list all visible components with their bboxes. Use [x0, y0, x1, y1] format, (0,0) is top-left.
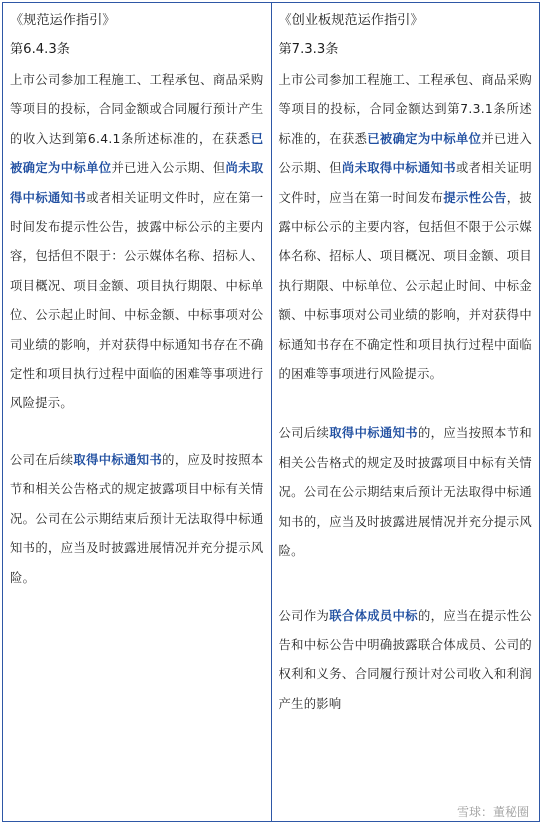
text-segment: 并已进入公示期、但 — [111, 161, 226, 176]
highlighted-term: 取得中标通知书 — [73, 452, 163, 467]
highlighted-term: 尚未取得中标通知书 — [10, 161, 264, 205]
left-paragraph-1 — [10, 66, 264, 419]
comparison-table — [2, 2, 540, 822]
right-paragraph-2 — [279, 419, 533, 566]
highlighted-term: 提示性公告 — [443, 190, 507, 205]
watermark: 雪球：董秘圈 — [456, 805, 529, 819]
right-title: 《创业板规范运作指引》 — [278, 13, 424, 28]
text-segment: 或者相关证明文件时，应当在第一时间发布 — [278, 161, 532, 205]
text-segment: 的，应当在提示性公告和中标公告中明确披露联合体成员、公司的权利和义务、合同履行预计对公司收入和利润产生的影响 — [278, 608, 532, 711]
text-segment: 公司后续 — [278, 426, 330, 441]
right-column — [272, 3, 540, 821]
text-segment: 公司在后续 — [10, 452, 74, 467]
highlighted-term: 尚未取得中标通知书 — [341, 161, 456, 176]
text-segment: 公司作为 — [278, 608, 330, 623]
text-segment: 或者相关证明文件时，应在第一时间发布提示性公告，披露中标公示的主要内容，包括但不限于：公示媒体名称、招标人、项目概况、项目金额、项目执行期限、中标单位、公示起止时间、中标金额、中标事项对公司业绩的影响，并对获得中标通知书存在不确定性和项目执行过程中面临的困难等事项进行风险提示。 — [10, 190, 264, 411]
text-segment: 的，应当按照本节和相关公告格式的规定及时披露项目中标有关情况。公司在公示期结束后预计无法取得中标通知书的，应当及时披露进展情况并充分提示风险。 — [278, 426, 532, 559]
text-segment: 上市公司参加工程施工、工程承包、商品采购等项目的投标，合同金额达到第7.3.1条所述标准的，在获悉 — [278, 73, 532, 146]
left-column — [3, 3, 272, 821]
right-paragraph-3 — [279, 602, 533, 720]
highlighted-term: 已被确定为中标单位 — [367, 131, 482, 146]
text-segment: ，披露中标公示的主要内容，包括但不限于公示媒体名称、招标人、项目概况、项目金额、项目执行期限、中标单位、公示起止时间、中标金额、中标事项对公司业绩的影响，并对获得中标通知书存在不确定性和项目执行过程中面临的困难等事项进行风险提示。 — [278, 190, 532, 382]
left-paragraph-2 — [10, 446, 264, 593]
highlighted-term: 已被确定为中标单位 — [10, 131, 264, 176]
text-segment: 并已进入公示期、但 — [278, 131, 532, 176]
text-segment: 上市公司参加工程施工、工程承包、商品采购等项目的投标，合同金额或合同履行预计产生的收入达到第6.4.1条所述标准的，在获悉 — [10, 73, 264, 146]
highlighted-term: 联合体成员中标 — [329, 608, 418, 623]
right-article-number: 第7.3.3条 — [278, 42, 339, 57]
text-segment: 的，应及时按照本节和相关公告格式的规定披露项目中标有关情况。公司在公示期结束后预计无法取得中标通知书的，应当及时披露进展情况并充分提示风险。 — [10, 452, 264, 585]
right-paragraph-1 — [279, 66, 533, 389]
left-title: 《规范运作指引》 — [10, 13, 116, 28]
left-article-number: 第6.4.3条 — [10, 42, 70, 57]
highlighted-term: 取得中标通知书 — [329, 426, 418, 441]
